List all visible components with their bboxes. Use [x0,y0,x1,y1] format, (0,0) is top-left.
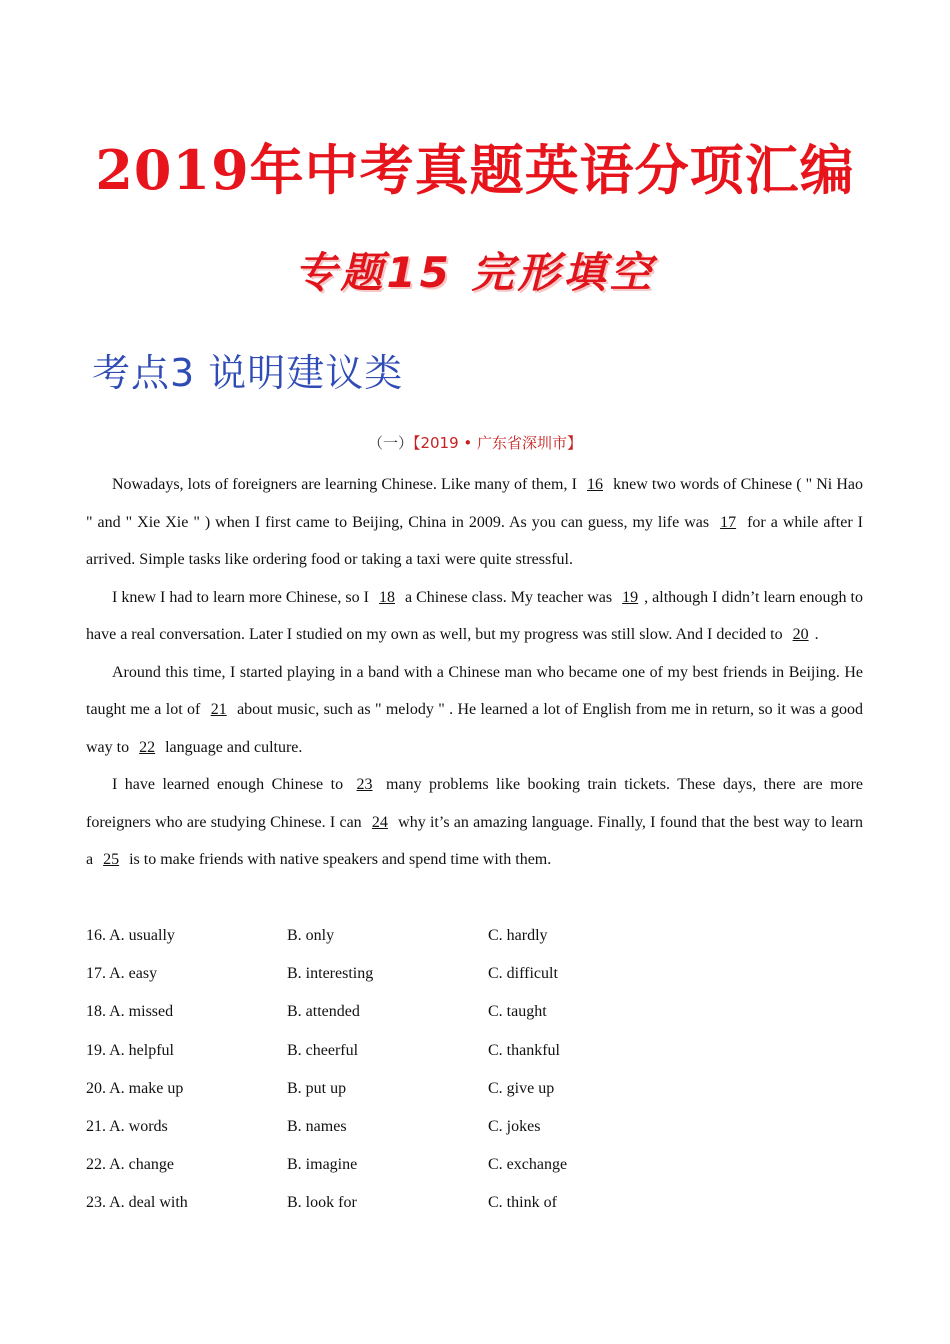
option-row-16 [86,917,863,955]
paragraph-1 [86,466,863,579]
blank-25: 25 [103,851,120,868]
option-a: 23. A. deal with [86,1194,188,1212]
option-c: C. think of [488,1194,557,1212]
passage-text: is to make friends with native speakers and spend time with them. [125,851,552,868]
option-c: C. thankful [488,1041,560,1059]
blank-18: 18 [378,588,395,606]
option-c: C. hardly [488,927,548,945]
option-b: B. only [287,927,335,945]
passage-text: Nowadays, lots of foreigners are learning Chinese. Like many of them, I [112,476,581,493]
option-row-22 [86,1146,863,1184]
blank-21: 21 [210,701,227,718]
passage-text: . [814,626,819,643]
option-a: 18. A. missed [86,1003,174,1021]
option-a: 16. A. usually [86,927,175,945]
option-b: B. imagine [287,1156,358,1174]
option-row-23 [86,1184,863,1222]
passage-text: a Chinese class. My teacher was [400,588,617,606]
option-b: B. names [287,1118,347,1136]
passage-text: about music, such as " melody " . He learned a lot of English from me in return, so it was a good way to [86,701,863,756]
cloze-passage [86,466,863,879]
option-b: B. interesting [287,965,374,983]
passage-text: many problems like booking train tickets. These days, there are more foreigners who are studying Chinese. I can [86,776,863,831]
blank-20: 20 [792,626,809,643]
option-b: B. put up [287,1079,347,1097]
blank-22: 22 [139,738,156,756]
option-row-21 [86,1108,863,1146]
paragraph-3 [86,654,863,767]
passage-text: why it’s an amazing language. Finally, I found that the best way to learn a [86,813,863,868]
option-c: C. taught [488,1003,547,1021]
passage-text: I knew I had to learn more Chinese, so I [112,588,373,606]
passage-text: I have learned enough Chinese to [112,776,351,793]
option-b: B. attended [287,1003,360,1021]
option-a: 19. A. helpful [86,1041,174,1059]
kaodian-heading: 考点3 说明建议类 [92,351,404,395]
option-row-17 [86,955,863,993]
option-a: 21. A. words [86,1118,168,1136]
option-b: B. look for [287,1194,357,1212]
option-a: 17. A. easy [86,965,158,983]
section-source: 【2019 • 广东省深圳市】 [412,434,583,452]
passage-text: knew two words of Chinese ( " Ni Hao " and " Xie Xie " ) when I first came to Beijing, China in 2009. As you can guess, my life was [86,476,864,531]
blank-19: 19 [622,588,639,606]
option-c: C. jokes [488,1118,541,1136]
option-row-20 [86,1070,863,1108]
option-b: B. cheerful [287,1041,359,1059]
option-row-18 [86,993,863,1031]
passage-text: for a while after I arrived. Simple tasks like ordering food or taking a taxi were quite stressful. [86,513,863,568]
section-prefix: （一） [367,434,413,452]
paragraph-2 [86,579,863,654]
paragraph-4 [86,766,863,879]
blank-23: 23 [356,776,373,793]
blank-24: 24 [371,813,388,831]
section-heading [0,432,950,453]
option-a: 22. A. change [86,1156,174,1174]
passage-text: Around this time, I started playing in a band with a Chinese man who became one of my best friends in Beijing. He taught me a lot of [86,663,863,718]
option-row-19 [86,1032,863,1070]
option-c: C. difficult [488,965,558,983]
option-c: C. exchange [488,1156,568,1174]
passage-text: , although I didn’t learn enough to have a real conversation. Later I studied on my own as well, but my progress was still slow. And I decided to [86,588,863,643]
topic-subtitle: 专题15 完形填空 [294,248,656,297]
answer-options [86,917,863,1223]
blank-16: 16 [587,476,603,493]
option-a: 20. A. make up [86,1079,184,1097]
document-title: 2019年中考真题英语分项汇编 [95,138,855,202]
passage-text: language and culture. [161,738,303,756]
option-c: C. give up [488,1079,555,1097]
blank-17: 17 [720,513,737,531]
